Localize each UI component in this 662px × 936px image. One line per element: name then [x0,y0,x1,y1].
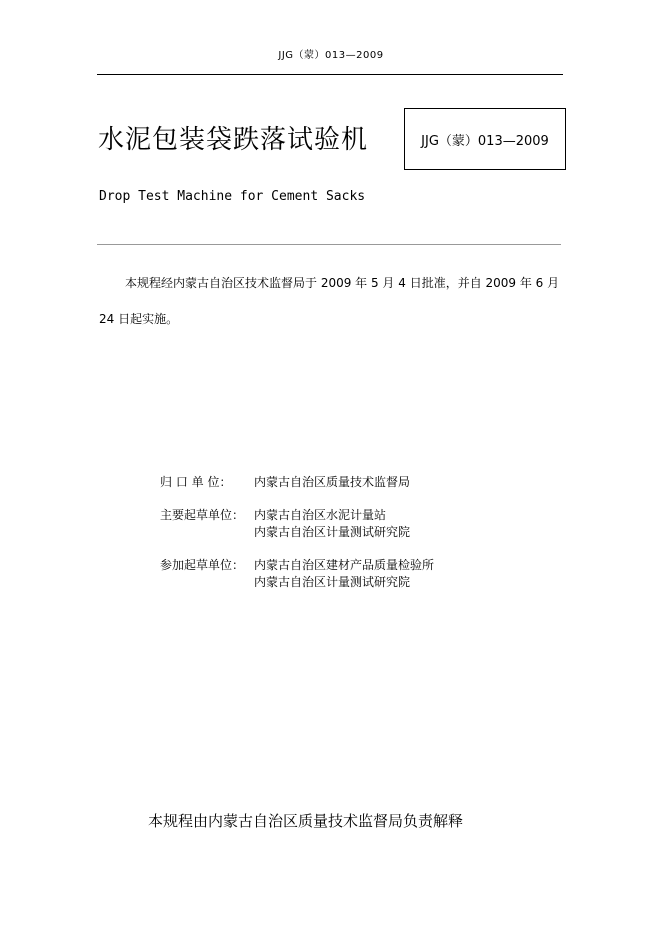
approval-statement: 本规程经内蒙古自治区技术监督局于 2009 年 5 月 4 日批准，并自 2009 年 6 月 24 日起实施。 [99,276,560,326]
drafting-units [160,474,434,607]
main-drafting-unit-value: 内蒙古自治区水泥计量站 [254,508,387,522]
responsible-unit-value: 内蒙古自治区质量技术监督局 [254,475,411,489]
running-header-code: JJG（蒙）013—2009 [278,50,384,61]
participating-drafting-unit-value: 内蒙古自治区计量测试研究院 [254,575,411,589]
main-drafting-unit-group [160,507,434,541]
standard-code: JJG（蒙）013—2009 [421,133,549,149]
english-title: Drop Test Machine for Cement Sacks [99,189,366,204]
participating-drafting-unit-label: 参加起草单位： [160,558,245,572]
participating-drafting-unit-group [160,557,434,591]
main-drafting-unit-label: 主要起草单位： [160,508,245,522]
participating-drafting-unit-value: 内蒙古自治区建材产品质量检验所 [254,558,435,572]
document-title: 水泥包装袋跌落试验机 [98,125,369,155]
interpretation-note: 本规程由内蒙古自治区质量技术监督局负责解释 [148,812,464,830]
responsible-unit-label: 归 口 单 位： [160,475,232,489]
title-divider [97,244,561,245]
header-rule [97,74,563,75]
main-drafting-unit-value: 内蒙古自治区计量测试研究院 [254,525,411,539]
standard-code-box [404,108,566,170]
responsible-unit-group [160,474,434,491]
